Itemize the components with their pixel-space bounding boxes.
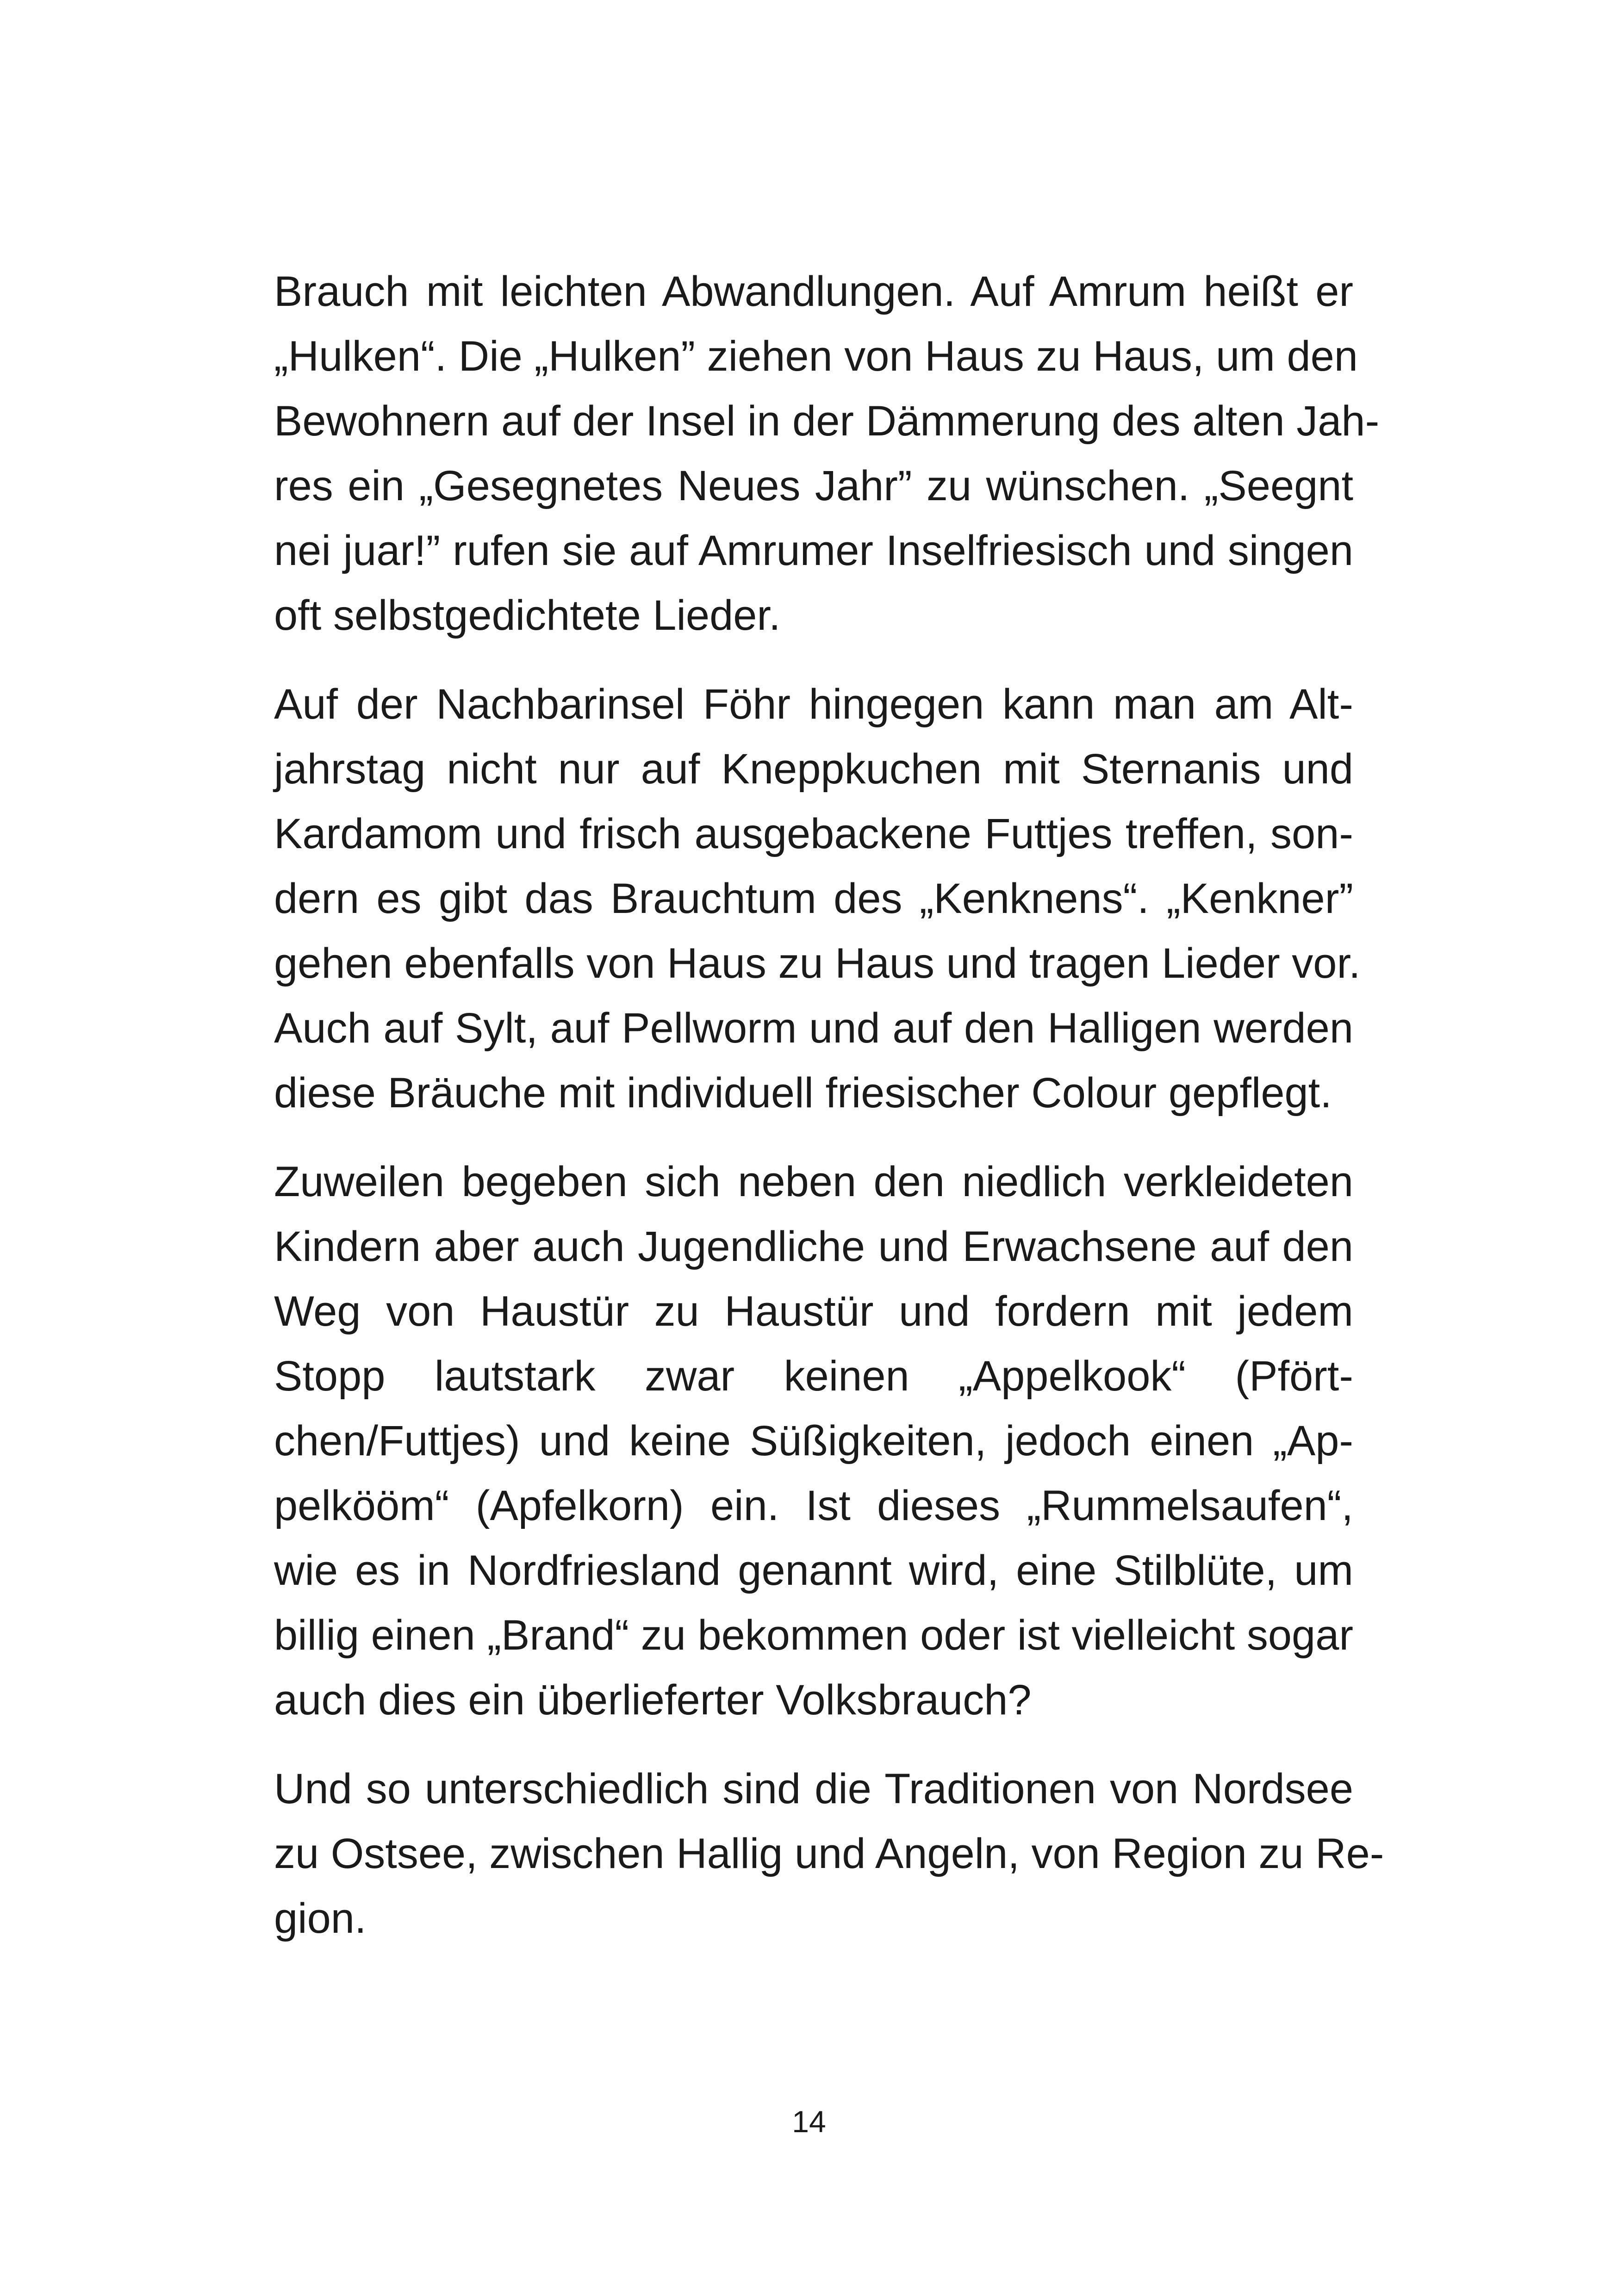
text-line: wie es in Nordfriesland genannt wird, eine Stilblüte, um (274, 1547, 1353, 1594)
text-line: Bewohnern auf der Insel in der Dämmerung des alten Jah- (274, 397, 1380, 445)
text-line: gion. (274, 1895, 367, 1942)
body-text (274, 259, 1384, 1975)
text-line: Weg von Haustür zu Haustür und fordern mit jedem (274, 1288, 1353, 1335)
text-line: billig einen „Brand“ zu bekommen oder ist vielleicht sogar (274, 1612, 1353, 1659)
text-line: Kardamom und frisch ausgebackene Futtjes treffen, son- (274, 810, 1353, 857)
page-number: 14 (792, 2104, 826, 2139)
text-line: nei juar!” rufen sie auf Amrumer Inselfriesisch und singen (274, 527, 1353, 574)
text-line: pelkööm“ (Apfelkorn) ein. Ist dieses „Rummelsaufen“, (274, 1482, 1353, 1529)
text-line: dern es gibt das Brauchtum des „Kenknens“. „Kenkner” (274, 875, 1353, 922)
text-line: auch dies ein überlieferter Volksbrauch? (274, 1676, 1032, 1724)
text-line: diese Bräuche mit individuell friesischer Colour gepflegt. (274, 1069, 1332, 1117)
paragraph-1 (274, 259, 1380, 648)
paragraph-2 (274, 672, 1361, 1125)
text-line: Und so unterschiedlich sind die Traditionen von Nordsee (274, 1765, 1353, 1812)
paragraph-4 (274, 1756, 1384, 1951)
text-line: zu Ostsee, zwischen Hallig und Angeln, von Region zu Re- (274, 1830, 1384, 1877)
text-line: Brauch mit leichten Abwandlungen. Auf Amrum heißt er (274, 268, 1353, 315)
text-line: oft selbstgedichtete Lieder. (274, 592, 781, 639)
text-line: Kindern aber auch Jugendliche und Erwachsene auf den (274, 1223, 1353, 1270)
paragraph-3 (274, 1149, 1353, 1732)
text-line: „Hulken“. Die „Hulken” ziehen von Haus zu Haus, um den (274, 333, 1358, 380)
text-line: jahrstag nicht nur auf Kneppkuchen mit Sternanis und (274, 745, 1353, 793)
text-line: gehen ebenfalls von Haus zu Haus und tragen Lieder vor. (274, 940, 1361, 987)
text-line: Auf der Nachbarinsel Föhr hingegen kann man am Alt- (274, 681, 1353, 728)
text-line: Auch auf Sylt, auf Pellworm und auf den Halligen werden (274, 1005, 1353, 1052)
text-line: Stopp lautstark zwar keinen „Appelkook“ (Pfört- (274, 1353, 1353, 1400)
text-line: chen/Futtjes) und keine Süßigkeiten, jedoch einen „Ap- (274, 1417, 1353, 1464)
text-line: Zuweilen begeben sich neben den niedlich verkleideten (274, 1158, 1353, 1205)
text-line: res ein „Gesegnetes Neues Jahr” zu wünschen. „Seegnt (274, 462, 1353, 509)
